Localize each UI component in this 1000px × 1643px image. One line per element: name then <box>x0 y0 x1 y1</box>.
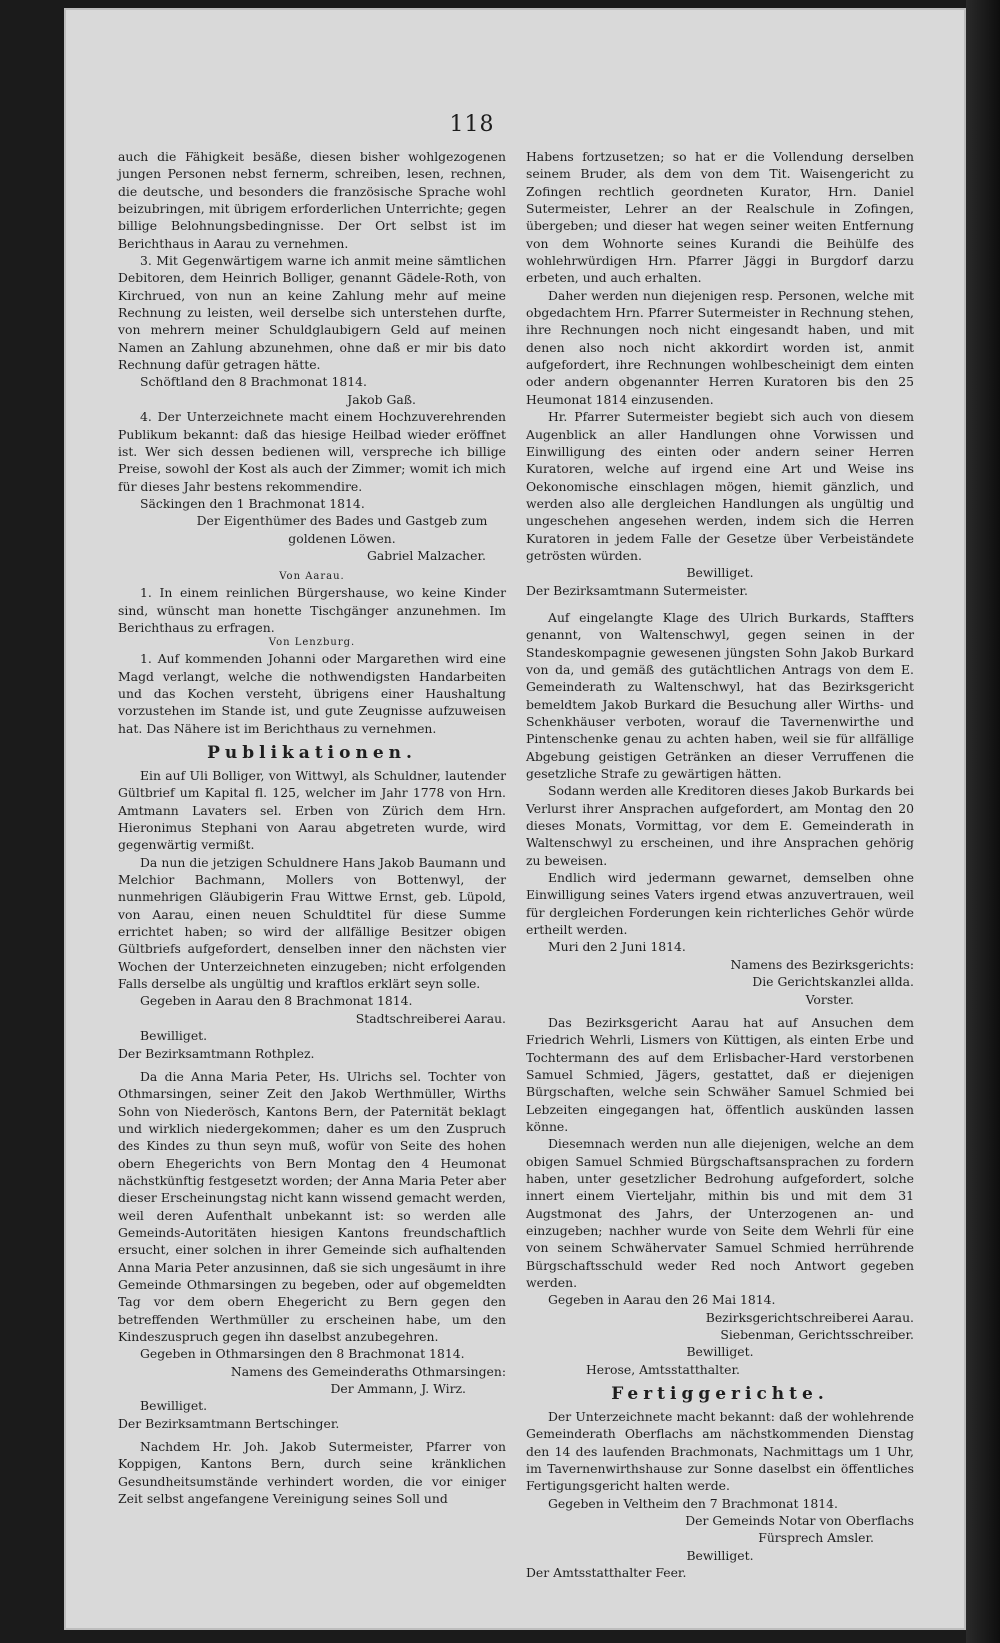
official-name: Herose, Amtsstatthalter. <box>586 1361 740 1377</box>
official-name: Der Amtsstatthalter Feer. <box>526 1565 687 1581</box>
official-name: Der Bezirksamtmann Sutermeister. <box>526 582 748 598</box>
left-column <box>118 148 506 1507</box>
notice-date: Säckingen den 1 Brachmonat 1814. <box>140 495 365 511</box>
notice-paragraph: auch die Fähigkeit besäße, diesen bisher wohlgezogenen jungen Personen nebst fernerm, schreiben, lesen, rechnen, die deutsche, und besonders die französische Sprache wohl beizubringen, mit übrigem erforderlichen Unterrichte; gegen billige Belohnungsbedingnisse. Der Ort selbst ist im Berichthaus in Aarau zu vernehmen. <box>118 149 506 251</box>
notice-date: Gegeben in Veltheim den 7 Brachmonat 1814. <box>548 1495 838 1511</box>
notice-date: Gegeben in Othmarsingen den 8 Brachmonat 1814. <box>140 1346 465 1362</box>
notice-paragraph: Da die Anna Maria Peter, Hs. Ulrichs sel. Tochter von Othmarsingen, seiner Zeit den Jakob Werthmüller, Wirths Sohn von Niederösch, Kantons Bern, der Paternität beklagt und wirklich niedergekommen; daher es um den Zuspruch des Kindes zu thun seyn muß, wofür von Seite des hohen obern Ehegerichts von Bern Montag den 4 Heumonat nächstkünftig festgesetzt worden; der Anna Maria Peter aber dieser Erscheinungstag nicht kann wissend gemacht werden, weil deren Aufenthalt unbekannt ist: so werden alle Gemeinds-Autoritäten hiesigen Kantons freundschaftlich ersucht, einer solchen in ihrer Gemeinde sich aufhaltenden Anna Maria Peter anzusinnen, daß sie sich ungesäumt in ihre Gemeinde Othmarsingen zu begeben, oder auf obgemeldten Tag vor dem obern Ehegericht zu Bern gegen den betreffenden Werthmüller zu erscheinen habe, um den Kindeszuspruch gegen ihn daselbst anzubegehren. <box>118 1068 506 1344</box>
notice-paragraph: Habens fortzusetzen; so hat er die Vollendung derselben seinem Bruder, als dem von dem Tit. Waisengericht zu Zofingen rechtlich geordneten Kurator, Hrn. Daniel Sutermeister, Lehrer an der Realschule in Zofingen, übergeben; und dieser hat wegen seiner weiten Entfernung von dem Wohnorte seines Kurandi die Beihülfe des wohlehrwürdigen Hrn. Pfarrer Jäggi in Burgdorf darzu erbeten, und auch erhalten. <box>526 149 914 286</box>
place-heading: Von Aarau. <box>279 571 345 583</box>
approval-note: Bewilliget. <box>686 1344 754 1360</box>
notice-date: Gegeben in Aarau den 8 Brachmonat 1814. <box>140 993 413 1009</box>
approval-note: Bewilliget. <box>140 1028 208 1044</box>
notice-date: Schöftland den 8 Brachmonat 1814. <box>140 374 367 390</box>
notice-paragraph: Auf eingelangte Klage des Ulrich Burkards, Staffters genannt, von Waltenschwyl, gegen seinen in der Standeskompagnie gewesenen jüngsten Sohn Jakob Burkard von da, und gemäß des gutächtlichen Antrags von dem E. Gemeinderath zu Waltenschwyl, hat das Bezirksgericht bemeldtem Jakob Burkard die Besuchung aller Wirths- und Schenkhäuser verboten, worauf die Tavernenwirthe und Pintenschenke genau zu achten haben, weil sie für allfällige Abgebung geistigen Getränken an dieser Verruffenen die gesetzliche Strafe zu gewärtigen hätten. <box>526 609 914 782</box>
notice-paragraph: Nachdem Hr. Joh. Jakob Sutermeister, Pfarrer von Koppigen, Kantons Bern, durch seine kränklichen Gesundheitsumstände verhindert worden, die vor einiger Zeit selbst angefangene Vereinigung seines Soll und <box>118 1439 506 1507</box>
notice-signature: Bezirksgerichtschreiberei Aarau. <box>705 1309 914 1325</box>
notice-paragraph: Endlich wird jedermann gewarnet, demselben ohne Einwilligung seines Vaters irgend etwas anzuvertrauen, weil für dergleichen Forderungen kein richterliches Gehör würde ertheilt werden. <box>526 870 914 938</box>
notice-signature: Namens des Bezirksgerichts: <box>730 956 914 972</box>
notice-paragraph: 3. Mit Gegenwärtigem warne ich anmit meine sämtlichen Debitoren, dem Heinrich Bolliger, genannt Gädele-Roth, von Kirchrued, von nun an keine Zahlung mehr auf meine Rechnung zu leisten, weil derselbe sich unterstehen durfte, von mehrern meiner Schuldglaubigern Geld auf meinen Namen an Zahlung abzunehmen, ohne daß er mir bis dato Rechnung dafür getragen hätte. <box>118 253 506 373</box>
notice-paragraph: Hr. Pfarrer Sutermeister begiebt sich auch von diesem Augenblick an aller Handlungen ohne Vorwissen und Einwilligung des einten oder andern seiner Herren Kuratoren, welche auf irgend eine Art und Weise ins Oekonomische einschlagen mögen, hiemit gänzlich, und werden also alle dergleichen Handlungen als ungültig und ungeschehen angesehen werden, indem sich die Herren Kuratoren in jedem Falle der Gesetze über Verbeiständete getrösten würden. <box>526 409 914 563</box>
notice-signature: Stadtschreiberei Aarau. <box>355 1010 506 1026</box>
notice-paragraph: Daher werden nun diejenigen resp. Personen, welche mit obgedachtem Hrn. Pfarrer Sutermeister in Rechnung stehen, ihre Rechnungen noch nicht eingesandt haben, und mit denen also noch nicht akkordirt worden ist, anmit aufgefordert, ihre Rechnungen wohlbescheinigt dem einten oder andern obgenannter Herren Kuratoren bis den 25 Heumonat 1814 einzusenden. <box>526 287 914 407</box>
notice-signature: Der Gemeinds Notar von Oberflachs <box>685 1513 914 1529</box>
notice-signature: Der Ammann, J. Wirz. <box>330 1381 466 1397</box>
notice-paragraph: Da nun die jetzigen Schuldnere Hans Jakob Baumann und Melchior Bachmann, Mollers von Bottenwyl, der nunmehrigen Gläubigerin Frau Wittwe Ernst, geb. Lüpold, von Aarau, einen neuen Schuldtitel für diese Summe errichtet haben; so wird der allfällige Besitzer obigen Gültbriefs aufgefordert, denselben inner den nächsten vier Wochen der Unterzeichneten einzugeben; nicht erfolgenden Falls derselbe als ungültig und kraftlos erklärt seyn solle. <box>118 854 506 992</box>
notice-paragraph: 4. Der Unterzeichnete macht einem Hochzuverehrenden Publikum bekannt: daß das hiesige Heilbad wieder eröffnet ist. Wer sich dessen bedienen will, verspreche ich billige Preise, sowohl der Kost als auch der Zimmer; womit ich mich für dieses Jahr bestens rekommendire. <box>118 409 506 494</box>
notice-signature: Siebenman, Gerichtsschreiber. <box>720 1327 914 1343</box>
notice-date: Muri den 2 Juni 1814. <box>548 939 686 955</box>
notice-signature: Gabriel Malzacher. <box>366 547 486 563</box>
official-name: Der Bezirksamtmann Bertschinger. <box>118 1415 340 1431</box>
notice-signature: Fürsprech Amsler. <box>758 1530 874 1546</box>
notice-paragraph: Das Bezirksgericht Aarau hat auf Ansuchen dem Friedrich Wehrli, Lismers von Küttigen, als einten Erbe und Tochtermann des auf dem Erlisbacher-Hard verstorbenen Samuel Schmied, Jägers, gestattet, daß er diejenigen Bürgschaften, welche sein Schwäher Samuel Schmied bei Lebzeiten eingegangen hat, öffentlich auskünden lassen könne. <box>526 1014 914 1134</box>
book-spine <box>966 0 1000 1643</box>
section-heading: Publikationen. <box>207 743 417 763</box>
notice-paragraph: Diesemnach werden nun alle diejenigen, welche an dem obigen Samuel Schmied Bürgschaftsansprachen zu fordern haben, unter gesetzlicher Bedrohung aufgefordert, solche innert einem Vierteljahr, mithin bis und mit dem 31 Augstmonat des Jahrs, der Unterzogenen an- und einzugeben; nachher wurde von Seite dem Wehrli für eine von seinem Schwähervater Samuel Schmied herrührende Bürgschaftsschuld weder Red noch Antwort gegeben werden. <box>526 1136 914 1290</box>
right-column <box>526 148 914 1582</box>
notice-signature: Der Eigenthümer des Bades und Gastgeb zum goldenen Löwen. <box>196 513 488 546</box>
place-heading: Von Lenzburg. <box>268 637 356 649</box>
page-number: 118 <box>449 112 495 137</box>
approval-note: Bewilliget. <box>686 565 754 581</box>
notice-signature: Die Gerichtskanzlei allda. <box>752 974 914 990</box>
notice-paragraph: Sodann werden alle Kreditoren dieses Jakob Burkards bei Verlurst ihrer Ansprachen aufgefordert, am Montag den 20 dieses Monats, Vormittag, vor dem E. Gemeinderath in Waltenschwyl zu erscheinen, und ihre Ansprachen gehörig zu beweisen. <box>526 783 914 868</box>
notice-signature: Namens des Gemeinderaths Othmarsingen: <box>230 1363 506 1379</box>
notice-date: Gegeben in Aarau den 26 Mai 1814. <box>548 1292 776 1308</box>
official-name: Der Bezirksamtmann Rothplez. <box>118 1045 315 1061</box>
notice-paragraph: Der Unterzeichnete macht bekannt: daß der wohlehrende Gemeinderath Oberflachs am nächstkommenden Dienstag den 14 des laufenden Brachmonats, Nachmittags um 1 Uhr, im Tavernenwirthshause zur Sonne daselbst ein öffentliches Fertigungsgericht halten werde. <box>526 1409 914 1494</box>
notice-paragraph: 1. Auf kommenden Johanni oder Margarethen wird eine Magd verlangt, welche die nothwendigsten Handarbeiten und das Kochen versteht, übrigens einer Haushaltung vorzustehen im Stande ist, und gute Zeugnisse aufzuweisen hat. Das Nähere ist im Berichthaus zu vernehmen. <box>118 651 506 736</box>
notice-signature: Jakob Gaß. <box>347 391 416 407</box>
approval-note: Bewilliget. <box>686 1547 754 1563</box>
approval-note: Bewilliget. <box>140 1398 208 1414</box>
notice-signature: Vorster. <box>805 991 854 1007</box>
notice-paragraph: Ein auf Uli Bolliger, von Wittwyl, als Schuldner, lautender Gültbrief um Kapital fl. 125, welcher im Jahr 1778 von Hrn. Amtmann Lavaters sel. Erben von Zürich dem Hrn. Hieronimus Stephani von Aarau abgetreten wurde, wird gegenwärtig vermißt. <box>118 768 506 853</box>
section-heading: Fertiggerichte. <box>611 1384 829 1405</box>
notice-paragraph: 1. In einem reinlichen Bürgershause, wo keine Kinder sind, wünscht man honette Tischgänger anzunehmen. Im Berichthaus zu erfragen. <box>118 585 506 635</box>
